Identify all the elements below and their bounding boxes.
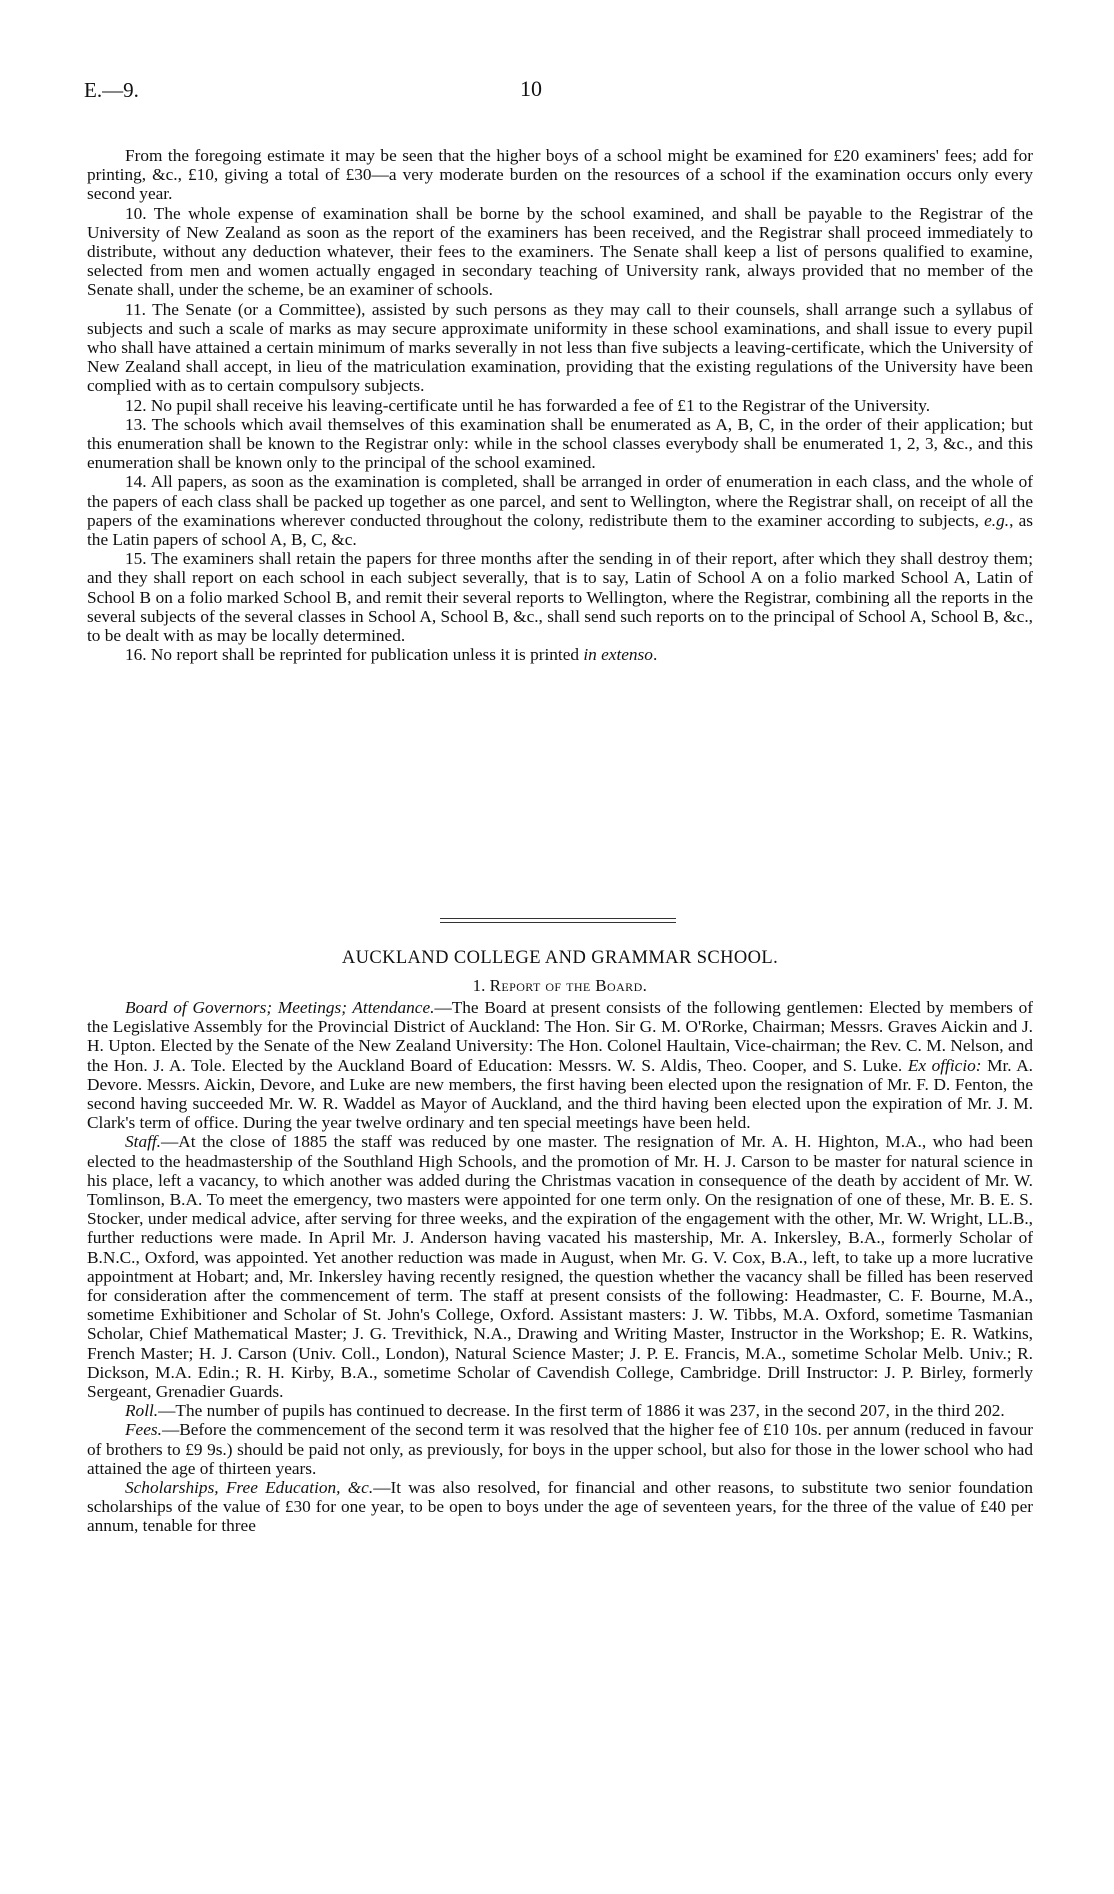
section-divider (440, 918, 676, 926)
paragraph-14 (87, 472, 1033, 549)
paragraph-14-italic: e.g. (984, 510, 1010, 530)
section-subtitle (87, 976, 1033, 996)
paragraph-14-text: 14. All papers, as soon as the examination is completed, shall be arranged in order of enumeration in each class, and the whole of the papers of each class shall be packed up together as one parcel, and sent to Wellington, where the Registrar shall, on receipt of all the papers of the examinations wherever conducted throughout the colony, redistribute them to the examiner according to subjects, (87, 472, 1033, 530)
paragraph-16 (87, 645, 1033, 664)
paragraph-14-tail: , as the Latin papers of school A, B, C, &c. (87, 510, 1033, 550)
board-text-2: Mr. A. Devore. Messrs. Aickin, Devore, and Luke are new members, the first having been elected upon the resignation of Mr. F. D. Fenton, the second having succeeded Mr. W. R. Waddel as Mayor of Auckland, and the third having been elected upon the expiration of Mr. J. M. Clark's term of office. During the year twelve ordinary and ten special meetings have been held. (87, 1055, 1033, 1133)
subtitle-number: 1. (472, 976, 486, 995)
ex-officio-label: Ex officio: (907, 1055, 982, 1075)
paragraph-estimate: From the foregoing estimate it may be seen that the higher boys of a school might be examined for £20 examiners' fees; add for printing, &c., £10, giving a total of £30—a very moderate burden on the resources of a school if the examination occurs only every second year. (87, 146, 1033, 204)
section-title: AUCKLAND COLLEGE AND GRAMMAR SCHOOL. (341, 948, 779, 968)
paragraph-13: 13. The schools which avail themselves of this examination shall be enumerated as A, B, C, in the order of their application; but this enumeration shall be known to the Registrar only: while in the school classes everybody shall be enumerated 1, 2, 3, &c., and this enumeration shall be known only to the principal of the school examined. (87, 414, 1033, 473)
fees-heading: Fees. (125, 1420, 162, 1440)
paragraph-staff (87, 1132, 1033, 1401)
board-text: The Board at present consists of the following gentlemen: Elected by members of the Legislative Assembly for the Provincial District of Auckland: The Hon. Sir G. M. O'Rorke, Chairman; Messrs. Graves Aickin and J. H. Upton. Elected by the Senate of the New Zealand University: The Hon. Colonel Haultain, Vice-chairman; the Rev. C. M. Nelson, and the Hon. J. A. Tole. Elected by the Auckland Board of Education: Messrs. W. S. Aldis, Theo. Cooper, and S. Luke. (87, 998, 1033, 1075)
document-code: E.—9. (84, 78, 139, 102)
paragraph-10: 10. The whole expense of examination shall be borne by the school examined, and shall be payable to the Registrar of the University of New Zealand as soon as the report of the examiners has been received, and the Registrar shall proceed immediately to distribute, without any deduction whatever, their fees to the examiners. The Senate shall keep a list of persons qualified to examine, selected from men and women actually engaged in secondary teaching of University rank, always provided that no member of the Senate shall, under the scheme, be an examiner of schools. (87, 203, 1033, 300)
roll-text: —The number of pupils has continued to decrease. In the first term of 1886 it was 237, in the second 207, in the third 202. (158, 1401, 1005, 1421)
paragraph-16-tail: . (652, 645, 658, 665)
page-number: 10 (520, 76, 542, 101)
subtitle-text: Report of the Board. (489, 976, 648, 995)
paragraph-16-italic: in extenso (583, 645, 653, 665)
board-report-section (87, 998, 1033, 1536)
paragraph-15: 15. The examiners shall retain the papers for three months after the sending in of their report, after which they shall destroy them; and they shall report on each school in each subject severally, that is to say, Latin of School A on a folio marked School A, Latin of School B on a folio marked School B, and remit their several reports to Wellington, where the Registrar, combining all the reports in the several subjects of the several classes in School A, School B, &c., shall send such reports on to the principal of School A, School B, &c., to be dealt with as may be locally determined. (87, 549, 1033, 646)
staff-text: —At the close of 1885 the staff was reduced by one master. The resignation of Mr. A. H. Highton, M.A., who had been elected to the headmastership of the Southland High Schools, and the promotion of Mr. H. J. Carson to be master for natural science in his place, left a vacancy, to which another was added during the Christmas vacation in consequence of the death by accident of Mr. W. Tomlinson, B.A. To meet the emergency, two masters were appointed for one term only. On the resignation of one of these, Mr. B. E. S. Stocker, under medical advice, after serving for three weeks, and the expiration of the engagement with the other, Mr. W. Wright, LL.B., further reductions were made. In April Mr. J. Anderson having vacated his mastership, Mr. A. Inkersley, B.A., formerly Scholar of B.N.C., Oxford, was appointed. Yet another reduction was made in August, when Mr. G. V. Cox, B.A., left, to take up a more lucrative appointment at Hobart; and, Mr. Inkersley having recently resigned, the question whether the vacancy shall be filled has been reserved for consideration after the commencement of term. The staff at present consists of the following: Headmaster, C. F. Bourne, M.A., sometime Exhibitioner and Scholar of St. John's College, Oxford. Assistant masters: J. W. Tibbs, M.A. Oxford, sometime Tasmanian Scholar, Chief Mathematical Master; J. G. Trevithick, N.A., Drawing and Writing Master, Instructor in the Workshop; E. R. Watkins, French Master; H. J. Carson (Univ. Coll., London), Natural Science Master; J. P. E. Francis, M.A., sometime Scholar Melb. Univ.; R. Dickson, M.A. Edin.; R. H. Kirby, B.A., sometime Scholar of Cavendish College, Cambridge. Drill Instructor: J. P. Birley, formerly Sergeant, Grenadier Guards. (87, 1132, 1033, 1402)
paragraph-11: 11. The Senate (or a Committee), assisted by such persons as they may call to their counsels, shall arrange such a syllabus of subjects and such a scale of marks as may secure approximate uniformity in these school examinations, and shall issue to every pupil who shall have attained a certain minimum of marks severally in not less than five subjects a leaving-certificate, which the University of New Zealand shall accept, in lieu of the matriculation examination, providing that the existing regulations of the University have been complied with as to certain compulsory subjects. (87, 299, 1033, 396)
board-heading: Board of Governors; Meetings; Attendance. (125, 998, 435, 1017)
paragraph-16-text: 16. No report shall be reprinted for publication unless it is printed (125, 645, 580, 665)
paragraph-fees (87, 1420, 1033, 1478)
roll-heading: Roll. (125, 1401, 159, 1421)
paragraph-roll (87, 1401, 1033, 1420)
regulations-section (87, 146, 1033, 664)
scholarships-text: —It was also resolved, for financial and other reasons, to substitute two senior foundation scholarships of the value of £30 for one year, to be open to boys under the age of seventeen years, for the three of the value of £40 per annum, tenable for three (87, 1478, 1033, 1536)
divider-line (440, 922, 676, 926)
paragraph-board (87, 998, 1033, 1132)
paragraph-scholarships (87, 1478, 1033, 1536)
fees-text: —Before the commencement of the second term it was resolved that the higher fee of £10 10s. per annum (reduced in favour of brothers to £9 9s.) should be paid not only, as previously, for boys in the upper school, but also for those in the lower school who had attained the age of thirteen years. (87, 1420, 1033, 1478)
paragraph-12: 12. No pupil shall receive his leaving-certificate until he has forwarded a fee of £1 to the Registrar of the University. (125, 395, 931, 415)
board-dash: — (434, 998, 452, 1017)
scholarships-heading: Scholarships, Free Education, &c. (125, 1478, 374, 1498)
staff-heading: Staff. (125, 1132, 162, 1152)
